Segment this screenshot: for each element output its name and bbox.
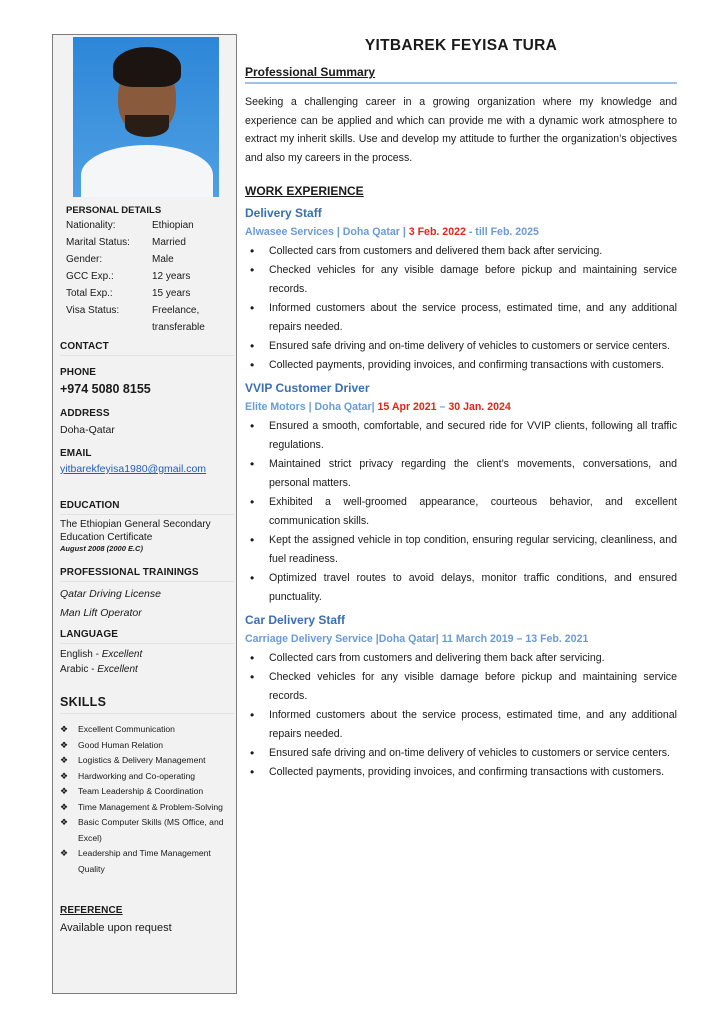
skill-item xyxy=(60,800,234,816)
job-bullet-item: • Ensured safe driving and on-time delivery of vehicles to customers or service centers. xyxy=(245,744,677,763)
diamond-bullet-icon: ❖ xyxy=(60,848,69,858)
skill-text: Logistics & Delivery Management xyxy=(78,755,206,765)
address-value: Doha-Qatar xyxy=(60,424,115,436)
contact-section xyxy=(60,341,234,475)
trainings-heading: PROFESSIONAL TRAININGS xyxy=(60,567,234,582)
job-bullets xyxy=(245,417,677,607)
personal-detail-value: 15 years xyxy=(152,288,191,299)
job-date-start: 15 Apr 2021 xyxy=(377,401,437,413)
job-bullets xyxy=(245,649,677,782)
job-entry xyxy=(245,381,677,607)
skills-heading: SKILLS xyxy=(60,695,234,714)
skill-text: Hardworking and Co-operating xyxy=(78,770,196,781)
job-bullet-item: • Ensured a smooth, comfortable, and secured ride for VVIP clients, following all traffic regulations. xyxy=(245,417,677,455)
diamond-bullet-icon: ❖ xyxy=(60,724,69,734)
job-bullet-item: • Ensured safe driving and on-time delivery of vehicles to customers or service centers. xyxy=(245,337,677,356)
job-bullets xyxy=(245,242,677,375)
job-company: Alwasee Services | Doha Qatar | xyxy=(245,226,409,238)
job-bullet-item: • Informed customers about the service process, estimated time, and any additional repairs needed. xyxy=(245,706,677,744)
personal-detail-value: Ethiopian xyxy=(152,220,194,231)
diamond-bullet-icon: ❖ xyxy=(60,817,69,827)
personal-detail-value: 12 years xyxy=(152,271,191,282)
diamond-bullet-icon: ❖ xyxy=(60,739,69,750)
skill-item xyxy=(60,769,234,785)
work-experience-heading: WORK EXPERIENCE xyxy=(245,184,364,198)
education-text: The Ethiopian General Secondary Education Certificate xyxy=(60,519,211,543)
reference-heading: REFERENCE xyxy=(60,905,123,916)
diamond-bullet-icon: ❖ xyxy=(60,786,69,796)
education-date: August 2008 (2000 E.C) xyxy=(60,544,143,553)
personal-detail-row xyxy=(66,285,234,302)
personal-details-table xyxy=(66,217,234,336)
job-date-separator: - till Feb. 2025 xyxy=(465,226,539,238)
job-company: Carriage Delivery Service |Doha Qatar| 11 March 2019 – 13 Feb. 2021 xyxy=(245,633,589,645)
job-entry xyxy=(245,206,677,375)
skill-text: Time Management & Problem-Solving xyxy=(78,801,223,812)
training-item: Qatar Driving License xyxy=(60,588,161,600)
education-section xyxy=(60,500,234,553)
personal-details-heading: PERSONAL DETAILS xyxy=(66,205,162,216)
job-bullet-item: • Informed customers about the service process, estimated time, and any additional repairs needed. xyxy=(245,299,677,337)
job-bullet-item: • Collected cars from customers and delivered them back after servicing. xyxy=(245,242,677,261)
diamond-bullet-icon: ❖ xyxy=(60,770,69,781)
skill-item xyxy=(60,722,234,738)
skill-text: Team Leadership & Coordination xyxy=(78,786,204,796)
summary-text: Seeking a challenging career in a growing organization where my knowledge and experience can be applied and which can provide me with a dynamic work atmosphere to extract my inherit skills. Use and develop my attitude to further the organization’s objectives and also my careers in the process. xyxy=(245,96,677,164)
job-bullet-item: • Collected payments, providing invoices, and confirming transactions with customers. xyxy=(245,356,677,375)
training-item: Man Lift Operator xyxy=(60,607,142,619)
personal-detail-value: Freelance, transferable xyxy=(152,305,205,333)
address-label: ADDRESS xyxy=(60,408,110,419)
skill-text: Leadership and Time Management Quality xyxy=(78,848,211,874)
reference-section xyxy=(60,905,234,935)
skill-item xyxy=(60,815,234,846)
summary-heading-wrap xyxy=(245,63,677,84)
personal-detail-label: Marital Status: xyxy=(66,237,130,248)
main-content xyxy=(245,34,677,782)
job-bullet-item: • Collected payments, providing invoices, and confirming transactions with customers. xyxy=(245,763,677,782)
diamond-bullet-icon: ❖ xyxy=(60,755,69,765)
job-bullet-item: • Collected cars from customers and delivering them back after servicing. xyxy=(245,649,677,668)
contact-heading: CONTACT xyxy=(60,341,234,356)
job-bullet-item: • Checked vehicles for any visible damage before pickup and maintaining service records. xyxy=(245,261,677,299)
skills-section xyxy=(60,695,234,877)
personal-detail-value: Married xyxy=(152,237,186,248)
language-item: Arabic - Excellent xyxy=(60,664,138,675)
job-bullet-item: • Checked vehicles for any visible damage before pickup and maintaining service records. xyxy=(245,668,677,706)
language-section xyxy=(60,629,234,677)
personal-detail-row xyxy=(66,234,234,251)
personal-detail-label: Total Exp.: xyxy=(66,288,113,299)
education-heading: EDUCATION xyxy=(60,500,234,515)
job-title: VVIP Customer Driver xyxy=(245,381,370,395)
job-company-line xyxy=(245,226,677,238)
skill-item xyxy=(60,784,234,800)
diamond-bullet-icon: ❖ xyxy=(60,801,69,812)
candidate-name: YITBAREK FEYISA TURA xyxy=(364,37,558,54)
job-title: Car Delivery Staff xyxy=(245,613,346,627)
job-company: Elite Motors | Doha Qatar| xyxy=(245,401,378,413)
personal-detail-row xyxy=(66,268,234,285)
summary-heading: Professional Summary xyxy=(245,65,376,79)
job-entry xyxy=(245,613,677,782)
email-label: EMAIL xyxy=(60,448,92,459)
sidebar xyxy=(52,34,237,994)
skills-list xyxy=(60,722,234,877)
personal-detail-label: GCC Exp.: xyxy=(66,271,114,282)
job-date-end: 30 Jan. 2024 xyxy=(448,401,511,413)
job-bullet-item: • Exhibited a well-groomed appearance, courteous behavior, and excellent communication skills. xyxy=(245,493,677,531)
personal-detail-label: Gender: xyxy=(66,254,103,265)
job-company-line xyxy=(245,401,677,413)
profile-photo xyxy=(73,37,219,197)
jobs-list xyxy=(245,206,677,782)
job-bullet-item: • Kept the assigned vehicle in top condition, ensuring regular servicing, cleanliness, and fuel readiness. xyxy=(245,531,677,569)
skill-text: Good Human Relation xyxy=(78,739,164,750)
skill-item xyxy=(60,846,234,877)
personal-detail-row xyxy=(66,217,234,234)
skill-item xyxy=(60,738,234,754)
phone-label: PHONE xyxy=(60,367,97,378)
skill-text: Excellent Communication xyxy=(78,724,175,734)
reference-text: Available upon request xyxy=(60,922,172,934)
email-link[interactable]: yitbarekfeyisa1980@gmail.com xyxy=(60,463,207,475)
job-bullet-item: • Optimized travel routes to avoid delays, monitor traffic conditions, and ensured punctuality. xyxy=(245,569,677,607)
personal-details-section xyxy=(60,205,234,336)
trainings-section xyxy=(60,567,234,623)
skill-item xyxy=(60,753,234,769)
personal-detail-value: Male xyxy=(152,254,174,265)
phone-number[interactable]: +974 5080 8155 xyxy=(60,382,151,396)
skill-text: Basic Computer Skills (MS Office, and Excel) xyxy=(78,817,224,843)
work-heading-wrap xyxy=(245,182,677,200)
job-date-separator: – xyxy=(436,401,449,413)
job-company-line xyxy=(245,633,677,645)
language-item: English - Excellent xyxy=(60,649,143,660)
personal-detail-row xyxy=(66,251,234,268)
job-date-start: 3 Feb. 2022 xyxy=(408,226,466,238)
personal-detail-row xyxy=(66,302,234,336)
personal-detail-label: Visa Status: xyxy=(66,305,120,316)
language-heading: LANGUAGE xyxy=(60,629,234,644)
personal-detail-label: Nationality: xyxy=(66,220,116,231)
job-title: Delivery Staff xyxy=(245,206,322,220)
job-bullet-item: • Maintained strict privacy regarding the client’s movements, conversations, and personal matters. xyxy=(245,455,677,493)
